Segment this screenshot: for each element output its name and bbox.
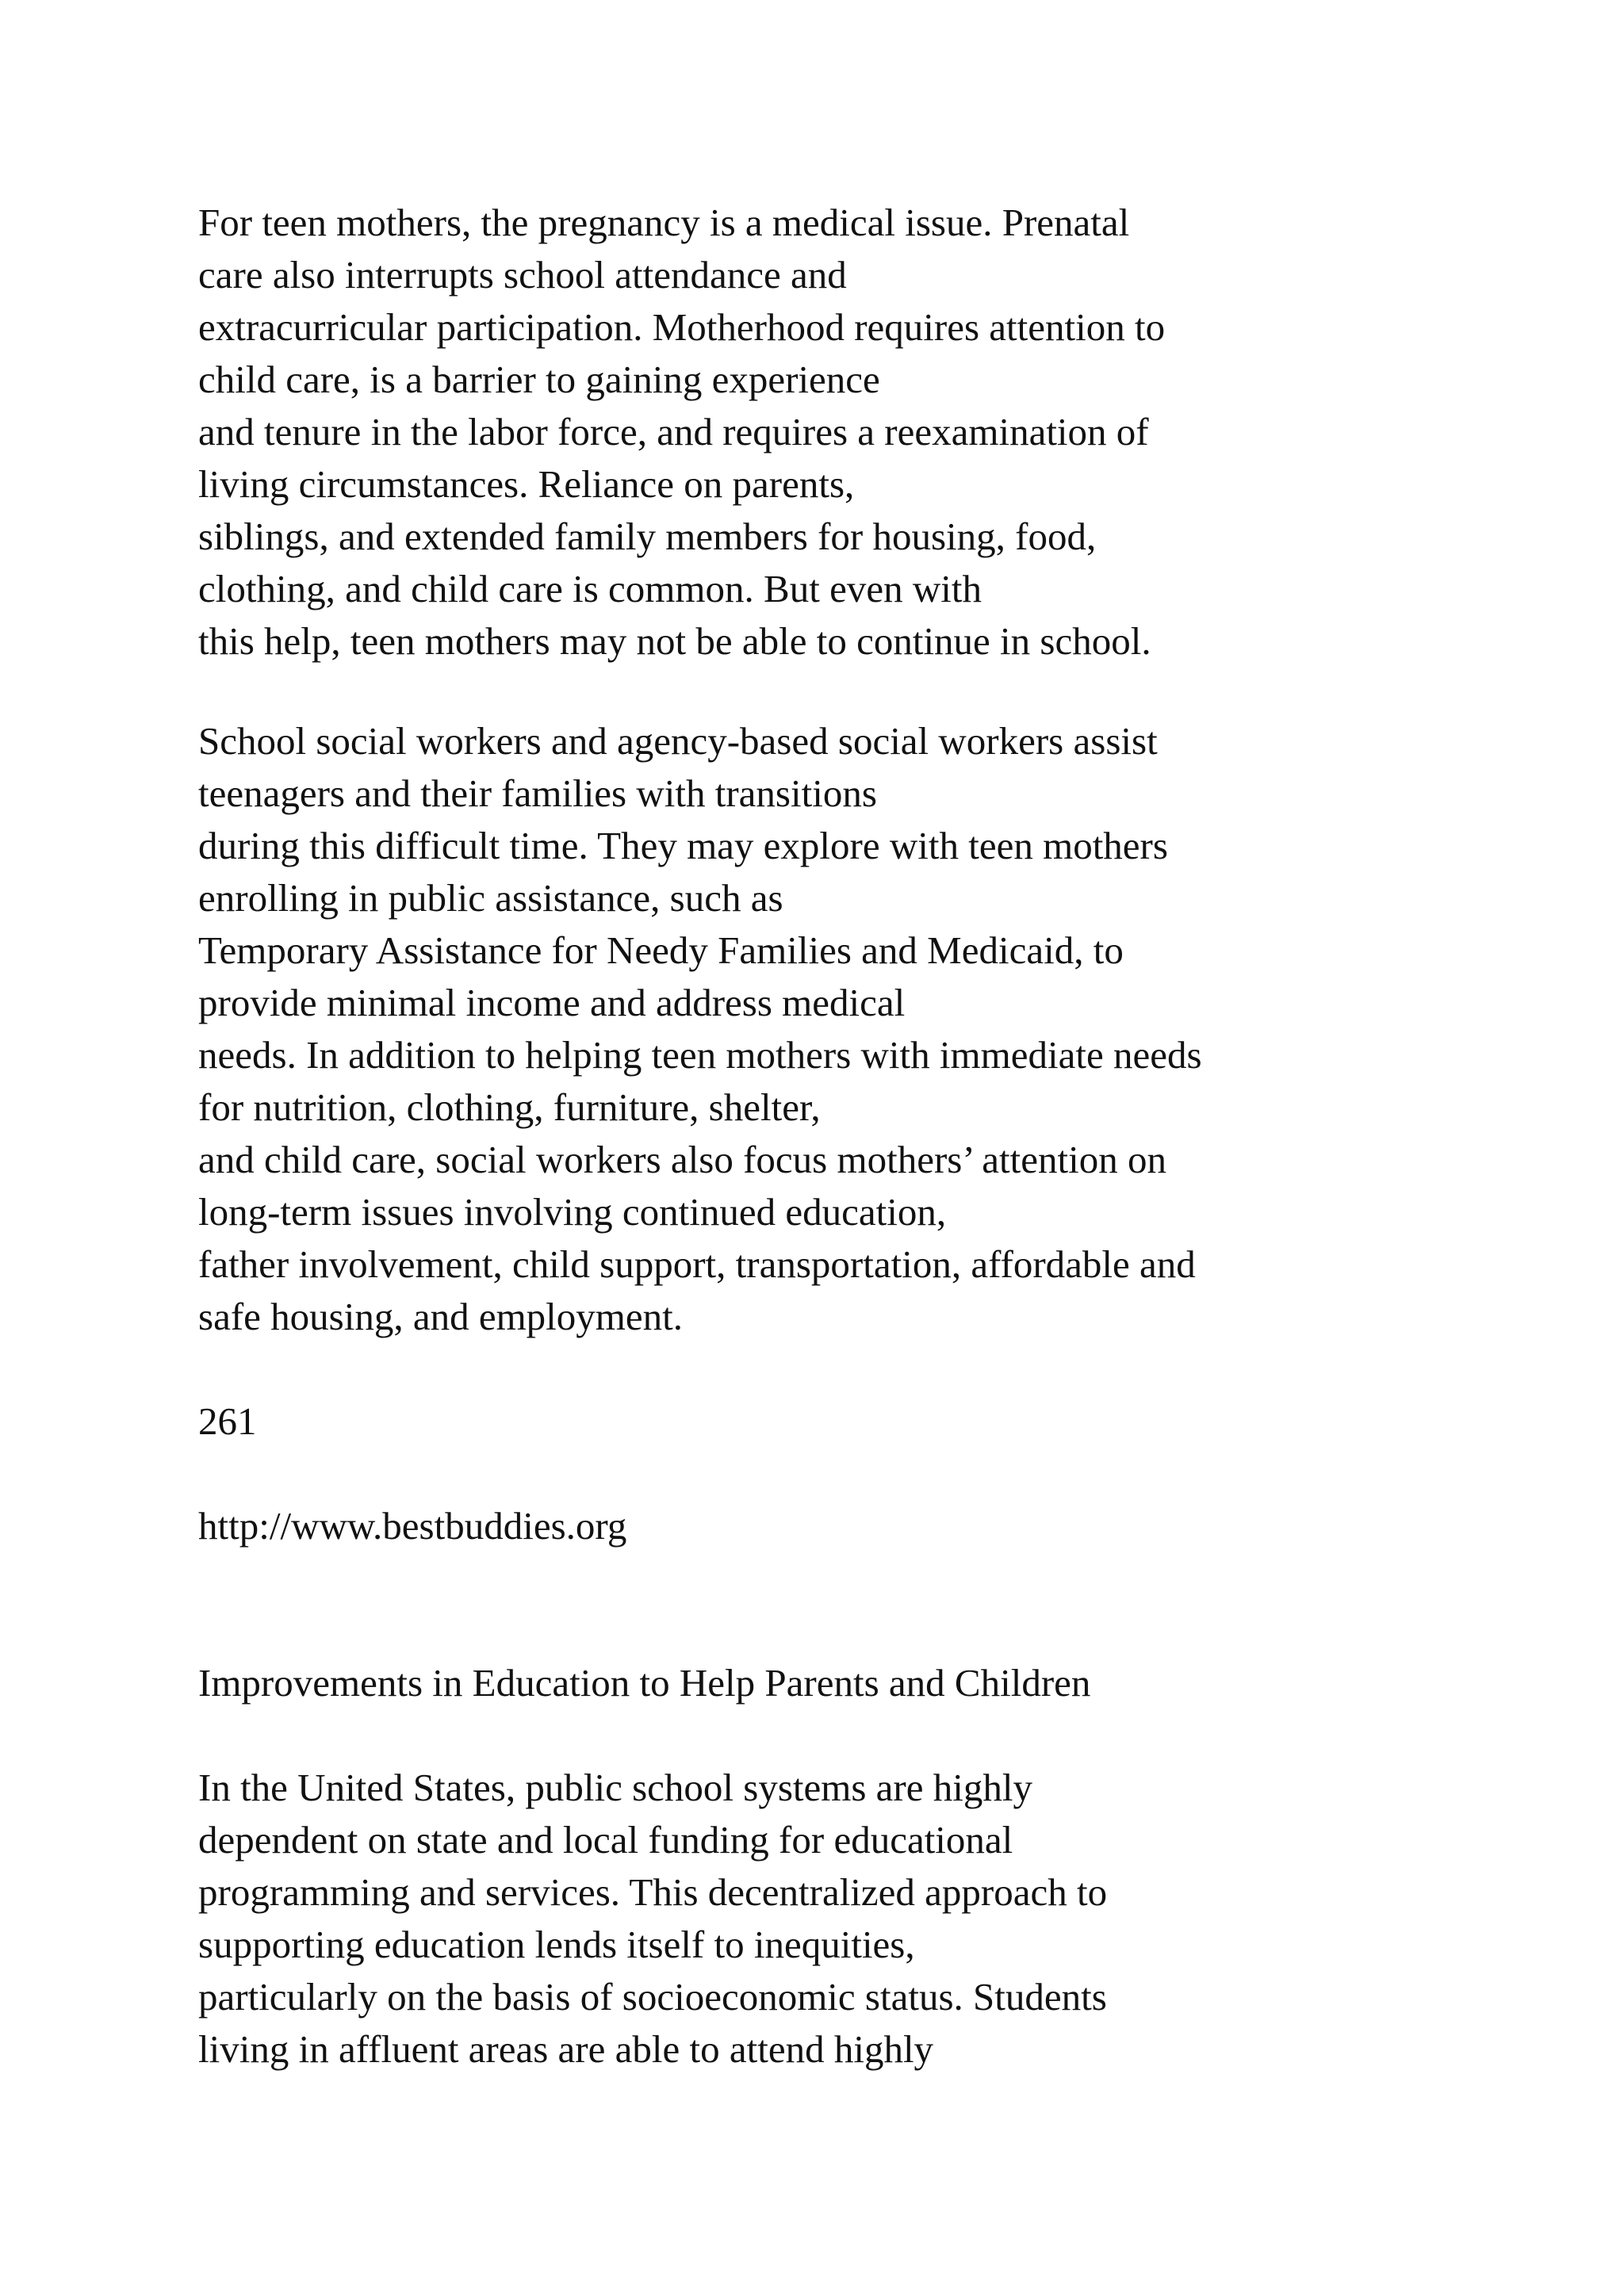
text-line: In the United States, public school systems are highly: [198, 1766, 1032, 1809]
text-line: School social workers and agency-based social workers assist: [198, 719, 1158, 763]
text-line: and child care, social workers also focus mothers’ attention on: [198, 1138, 1166, 1181]
text-line: enrolling in public assistance, such as: [198, 876, 783, 920]
text-line: and tenure in the labor force, and requires a reexamination of: [198, 410, 1149, 453]
text-line: supporting education lends itself to inequities,: [198, 1923, 915, 1966]
text-line: this help, teen mothers may not be able to continue in school.: [198, 619, 1151, 663]
text-line: needs. In addition to helping teen mothers with immediate needs: [198, 1033, 1202, 1077]
text-line: dependent on state and local funding for educational: [198, 1818, 1013, 1862]
text-line: programming and services. This decentralized approach to: [198, 1870, 1108, 1914]
text-line: For teen mothers, the pregnancy is a medical issue. Prenatal: [198, 201, 1130, 244]
text-line: father involvement, child support, transportation, affordable and: [198, 1242, 1196, 1286]
section-heading: [198, 1657, 1546, 1709]
text-line: during this difficult time. They may explore with teen mothers: [198, 824, 1168, 867]
text-line: siblings, and extended family members for housing, food,: [198, 515, 1097, 558]
text-line: care also interrupts school attendance and: [198, 253, 847, 297]
text-line: long-term issues involving continued education,: [198, 1190, 947, 1234]
text-line: clothing, and child care is common. But even with: [198, 567, 982, 610]
text-line: child care, is a barrier to gaining experience: [198, 358, 880, 401]
page-number: [198, 1395, 1546, 1448]
url-reference: [198, 1500, 1546, 1552]
text-line: provide minimal income and address medical: [198, 981, 906, 1024]
text-line: particularly on the basis of socioeconomic status. Students: [198, 1975, 1107, 2019]
paragraph-social-workers: [198, 715, 1546, 1343]
section-heading-text: Improvements in Education to Help Parents and Children: [198, 1661, 1091, 1705]
text-line: living in affluent areas are able to attend highly: [198, 2027, 934, 2071]
text-line: teenagers and their families with transitions: [198, 771, 877, 815]
text-line: extracurricular participation. Motherhood requires attention to: [198, 305, 1166, 349]
paragraph-teen-mothers: [198, 197, 1546, 668]
url-text: http://www.bestbuddies.org: [198, 1504, 627, 1548]
text-line: living circumstances. Reliance on parents,: [198, 462, 855, 506]
text-line: safe housing, and employment.: [198, 1295, 684, 1338]
paragraph-funding: [198, 1762, 1546, 2076]
page-number-text: 261: [198, 1399, 257, 1443]
text-line: Temporary Assistance for Needy Families and Medicaid, to: [198, 928, 1124, 972]
text-line: for nutrition, clothing, furniture, shelter,: [198, 1085, 821, 1129]
